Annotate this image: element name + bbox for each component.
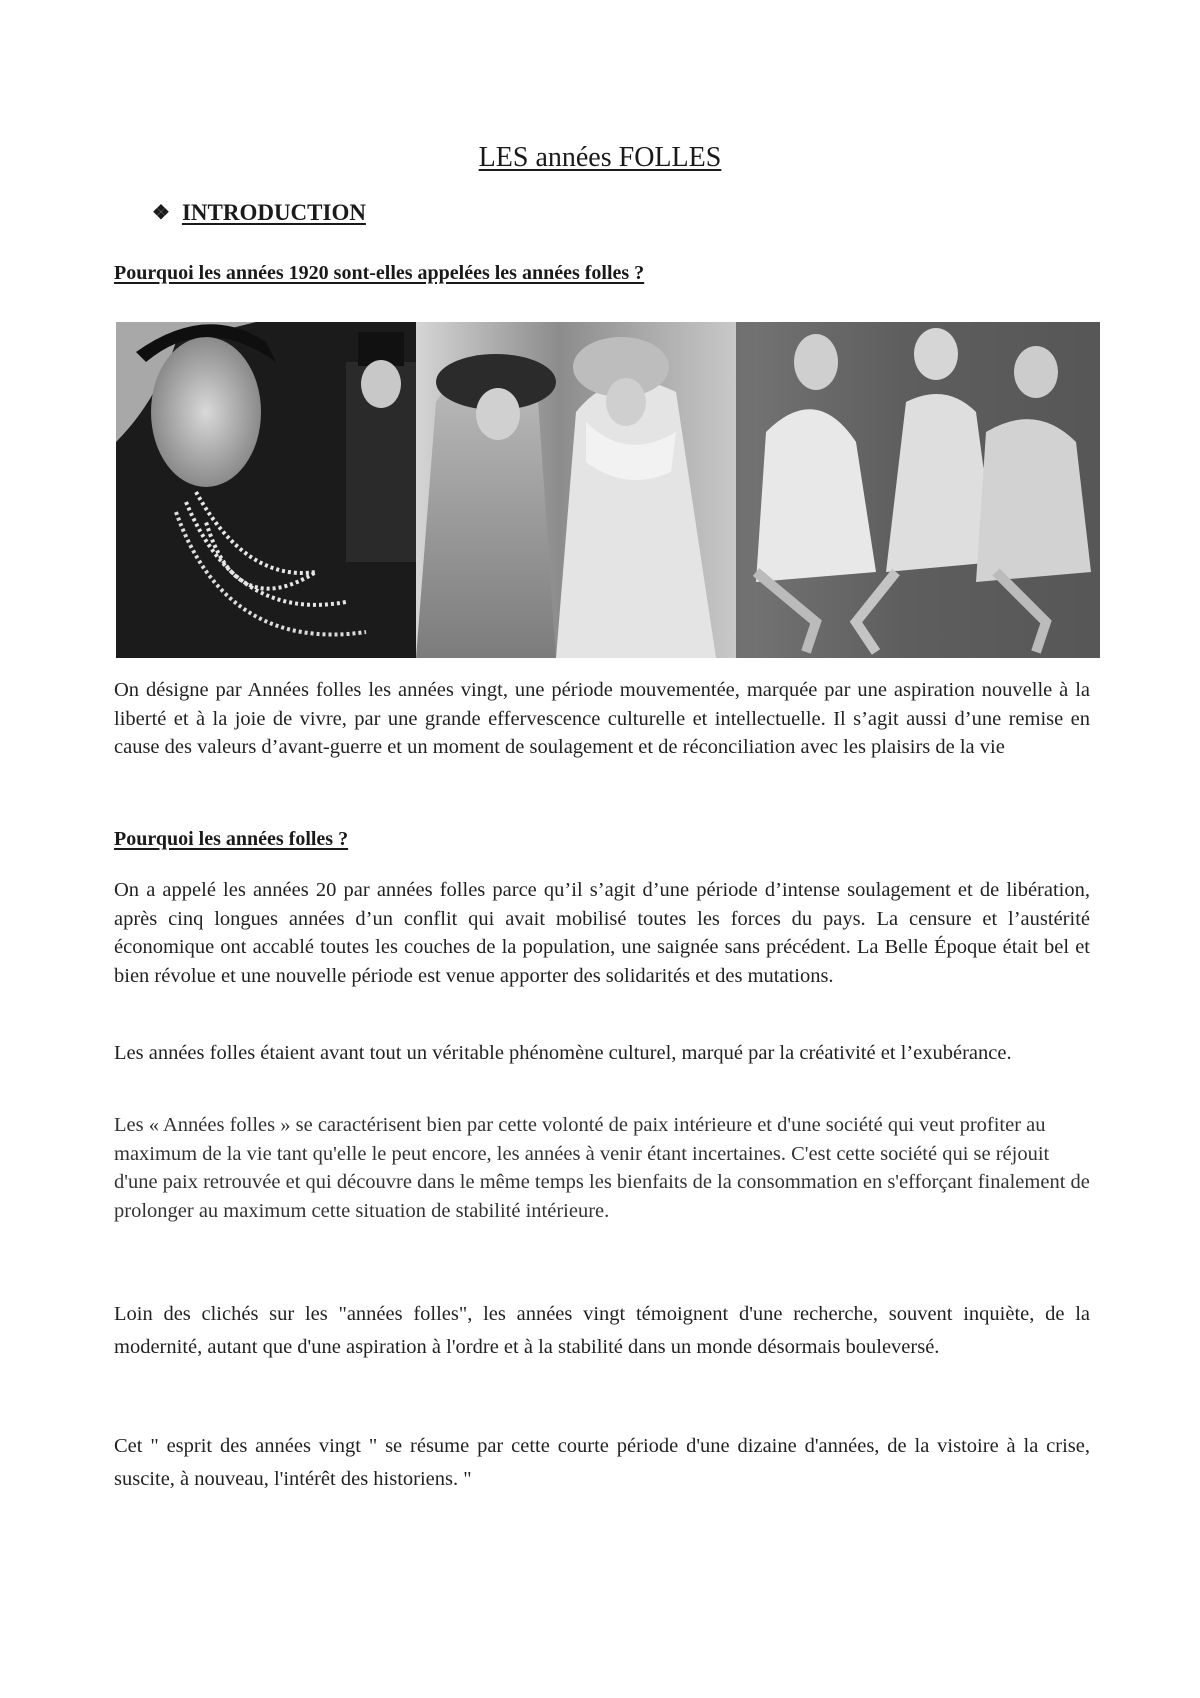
paragraph-3: Les années folles étaient avant tout un véritable phénomène culturel, marqué par la créativité et l’exubérance. — [114, 1042, 1012, 1064]
paragraph-1: On désigne par Années folles les années vingt, une période mouvementée, marquée par une aspiration nouvelle à la liberté et à la joie de vivre, par une grande effervescence culturelle et intellectuelle. Il s’agit aussi d’une remise en cause des valeurs d’avant-guerre et un moment de soulagement et de réconciliation avec les plaisirs de la vie — [114, 679, 1090, 758]
paragraph-6: Cet " esprit des années vingt " se résume par cette courte période d'une dizaine d'années, de la vistoire à la crise, suscite, à nouveau, l'intérêt des historiens. " — [114, 1435, 1090, 1490]
paragraph-4: Les « Années folles » se caractérisent bien par cette volonté de paix intérieure et d'une société qui veut profiter au maximum de la vie tant qu'elle le peut encore, les années à venir étant incertaines. C'est cette société qui se réjouit d'une paix retrouvée et qui découvre dans le même temps les bienfaits de la consommation en s'efforçant finalement de prolonger au maximum cette situation de stabilité intérieure. — [114, 1114, 1090, 1222]
question-heading-1: Pourquoi les années 1920 sont-elles appelées les années folles ? — [114, 262, 645, 284]
question-heading-2: Pourquoi les années folles ? — [114, 828, 349, 850]
page-title: LES années FOLLES — [478, 142, 722, 173]
photo-collage-icon — [116, 322, 1100, 658]
section-heading — [152, 200, 366, 226]
diamond-bullet-icon: ❖ — [152, 202, 170, 224]
paragraph-5: Loin des clichés sur les "années folles", les années vingt témoignent d'une recherche, souvent inquiète, de la modernité, autant que d'une aspiration à l'ordre et à la stabilité dans un monde désormais bouleversé. — [114, 1303, 1090, 1358]
paragraph-2: On a appelé les années 20 par années folles parce qu’il s’agit d’une période d’intense soulagement et de libération, après cinq longues années d’un conflit qui avait mobilisé toutes les forces du pays. La censure et l’austérité économique ont accablé toutes les couches de la population, une saignée sans précédent. La Belle Époque était bel et bien révolue et une nouvelle période est venue apporter des solidarités et des mutations. — [114, 879, 1090, 987]
section-heading-label: INTRODUCTION — [181, 200, 366, 225]
